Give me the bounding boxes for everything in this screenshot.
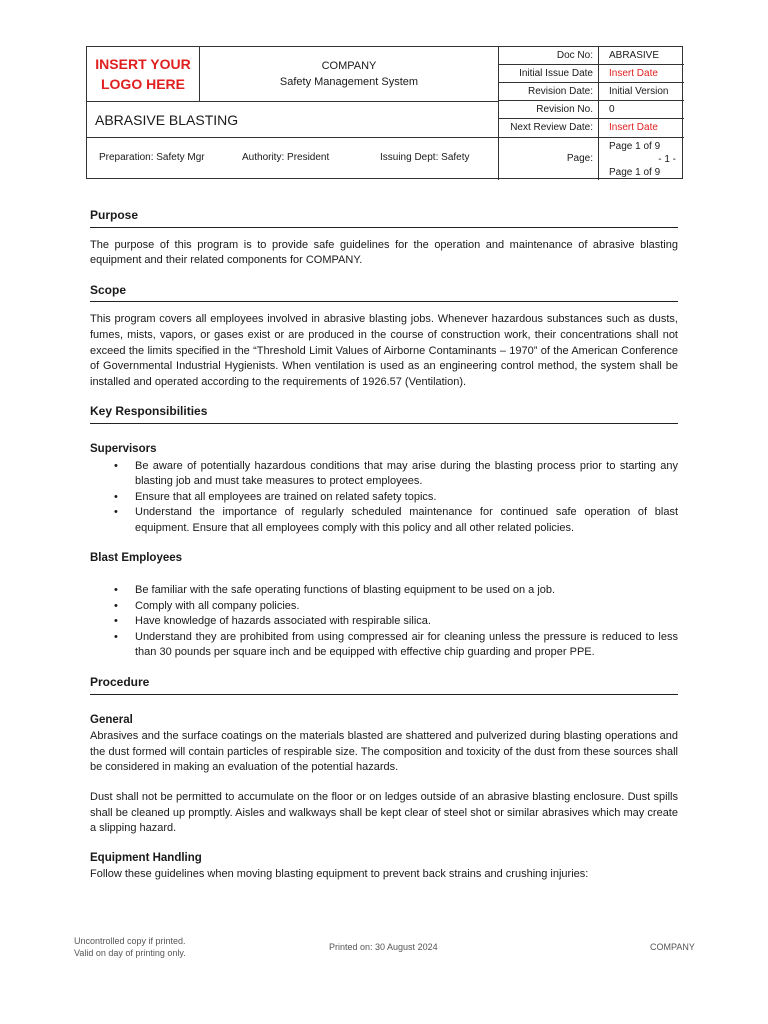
- company-block: [200, 47, 499, 102]
- meta-value: ABRASIVE: [609, 50, 660, 61]
- scope-text: This program covers all employees involved in abrasive blasting jobs. Whenever hazardous substances such as dusts, fumes, mists, vapors, or gases exist or are produced in the course of construction work, their concentrations shall not exceed the limits specified in the “Threshold Limit Values of Airborne Contaminants – 1970” of the American Conference of Governmental Industrial Hygienists. When ventilation is used as an engineering control method, the system shall be installed and operated according to the requirements of 1926.57 (Ventilation).: [90, 313, 678, 388]
- management-system: Safety Management System: [279, 76, 419, 88]
- blast-employees-heading: Blast Employees: [90, 551, 183, 564]
- document-body: [90, 208, 678, 883]
- blast-employees-list: [90, 583, 678, 661]
- meta-label: Doc No:: [499, 47, 599, 64]
- meta-next-review-date: [499, 119, 684, 138]
- purpose-heading: Purpose: [90, 208, 678, 228]
- issuing-dept: Issuing Dept: Safety: [380, 152, 470, 163]
- authority: Authority: President: [242, 152, 330, 163]
- meta-revision-no: [499, 101, 684, 119]
- page-line2: - 1 -: [658, 154, 676, 165]
- page-label: Page:: [499, 138, 599, 180]
- general-paragraph-2: Dust shall not be permitted to accumulate on the floor or on ledges outside of an abrasive blasting enclosure. Dust spills shall be cleaned up promptly. Aisles and walkways shall be kept clear of steel shot or similar abrasives which may create a slipping hazard.: [90, 791, 678, 835]
- meta-label: Next Review Date:: [499, 119, 599, 137]
- footer-disclaimer: [74, 935, 186, 959]
- list-item: • Understand they are prohibited from using compressed air for cleaning unless the pressure is reduced to less than 30 pounds per square inch and be equipped with effective chip guarding and proper PPE.: [90, 630, 678, 661]
- equipment-handling-heading: Equipment Handling: [90, 851, 202, 864]
- supervisors-heading: Supervisors: [90, 442, 157, 455]
- meta-value: Initial Version: [609, 86, 669, 97]
- meta-value: Insert Date: [609, 122, 658, 133]
- list-item: • Understand the importance of regularly scheduled maintenance for continued safe operation of blast equipment. Ensure that all employees comply with this policy and all other related policies.: [90, 505, 678, 536]
- page-line3: Page 1 of 9: [609, 167, 661, 178]
- purpose-text: The purpose of this program is to provide safe guidelines for the operation and maintenance of abrasive blasting equipment and their related components for COMPANY.: [90, 238, 678, 267]
- preparation: Preparation: Safety Mgr: [99, 152, 205, 163]
- meta-doc-no: [499, 47, 684, 65]
- page-value: [599, 138, 684, 180]
- page-line1: Page 1 of 9: [609, 141, 661, 152]
- meta-label: Revision Date:: [499, 83, 599, 100]
- logo-placeholder: [87, 47, 200, 102]
- meta-value: Insert Date: [609, 68, 658, 79]
- list-item: • Ensure that all employees are trained on related safety topics.: [90, 490, 678, 506]
- list-item: • Comply with all company policies.: [90, 599, 678, 615]
- meta-label: Revision No.: [499, 101, 599, 118]
- general-heading: General: [90, 713, 133, 726]
- approval-cell: [87, 138, 499, 180]
- procedure-heading: Procedure: [90, 675, 678, 695]
- logo-line1: INSERT YOUR: [95, 56, 191, 72]
- company-name: COMPANY: [321, 60, 377, 72]
- meta-revision-date: [499, 83, 684, 101]
- meta-initial-issue-date: [499, 65, 684, 83]
- document-header-table: [86, 46, 683, 179]
- meta-value: 0: [609, 104, 615, 115]
- responsibilities-heading: Key Responsibilities: [90, 404, 678, 424]
- footer-left-line1: Uncontrolled copy if printed.: [74, 936, 186, 946]
- general-paragraph-1: Abrasives and the surface coatings on the materials blasted are shattered and pulverized during blasting operations and the dust formed will contain particles of respirable size. The composition and toxicity of the dust from these sources shall be considered in making an evaluation of the potential hazards.: [90, 730, 678, 774]
- list-item: • Have knowledge of hazards associated with respirable silica.: [90, 614, 678, 630]
- list-item: • Be aware of potentially hazardous conditions that may arise during the blasting process prior to starting any blasting job and must take measures to protect employees.: [90, 459, 678, 490]
- meta-label: Initial Issue Date: [499, 65, 599, 82]
- list-item: • Be familiar with the safe operating functions of blasting equipment to be used on a job.: [90, 583, 678, 599]
- scope-heading: Scope: [90, 283, 678, 303]
- document-title: ABRASIVE BLASTING: [87, 102, 499, 138]
- supervisors-list: [90, 459, 678, 537]
- footer-printed-on: Printed on: 30 August 2024: [329, 942, 438, 952]
- footer-company: COMPANY: [650, 942, 695, 952]
- logo-line2: LOGO HERE: [100, 76, 185, 92]
- approval-row: [87, 138, 684, 180]
- footer-left-line2: Valid on day of printing only.: [74, 948, 186, 958]
- equipment-handling-text: Follow these guidelines when moving blasting equipment to prevent back strains and crushing injuries:: [90, 868, 589, 881]
